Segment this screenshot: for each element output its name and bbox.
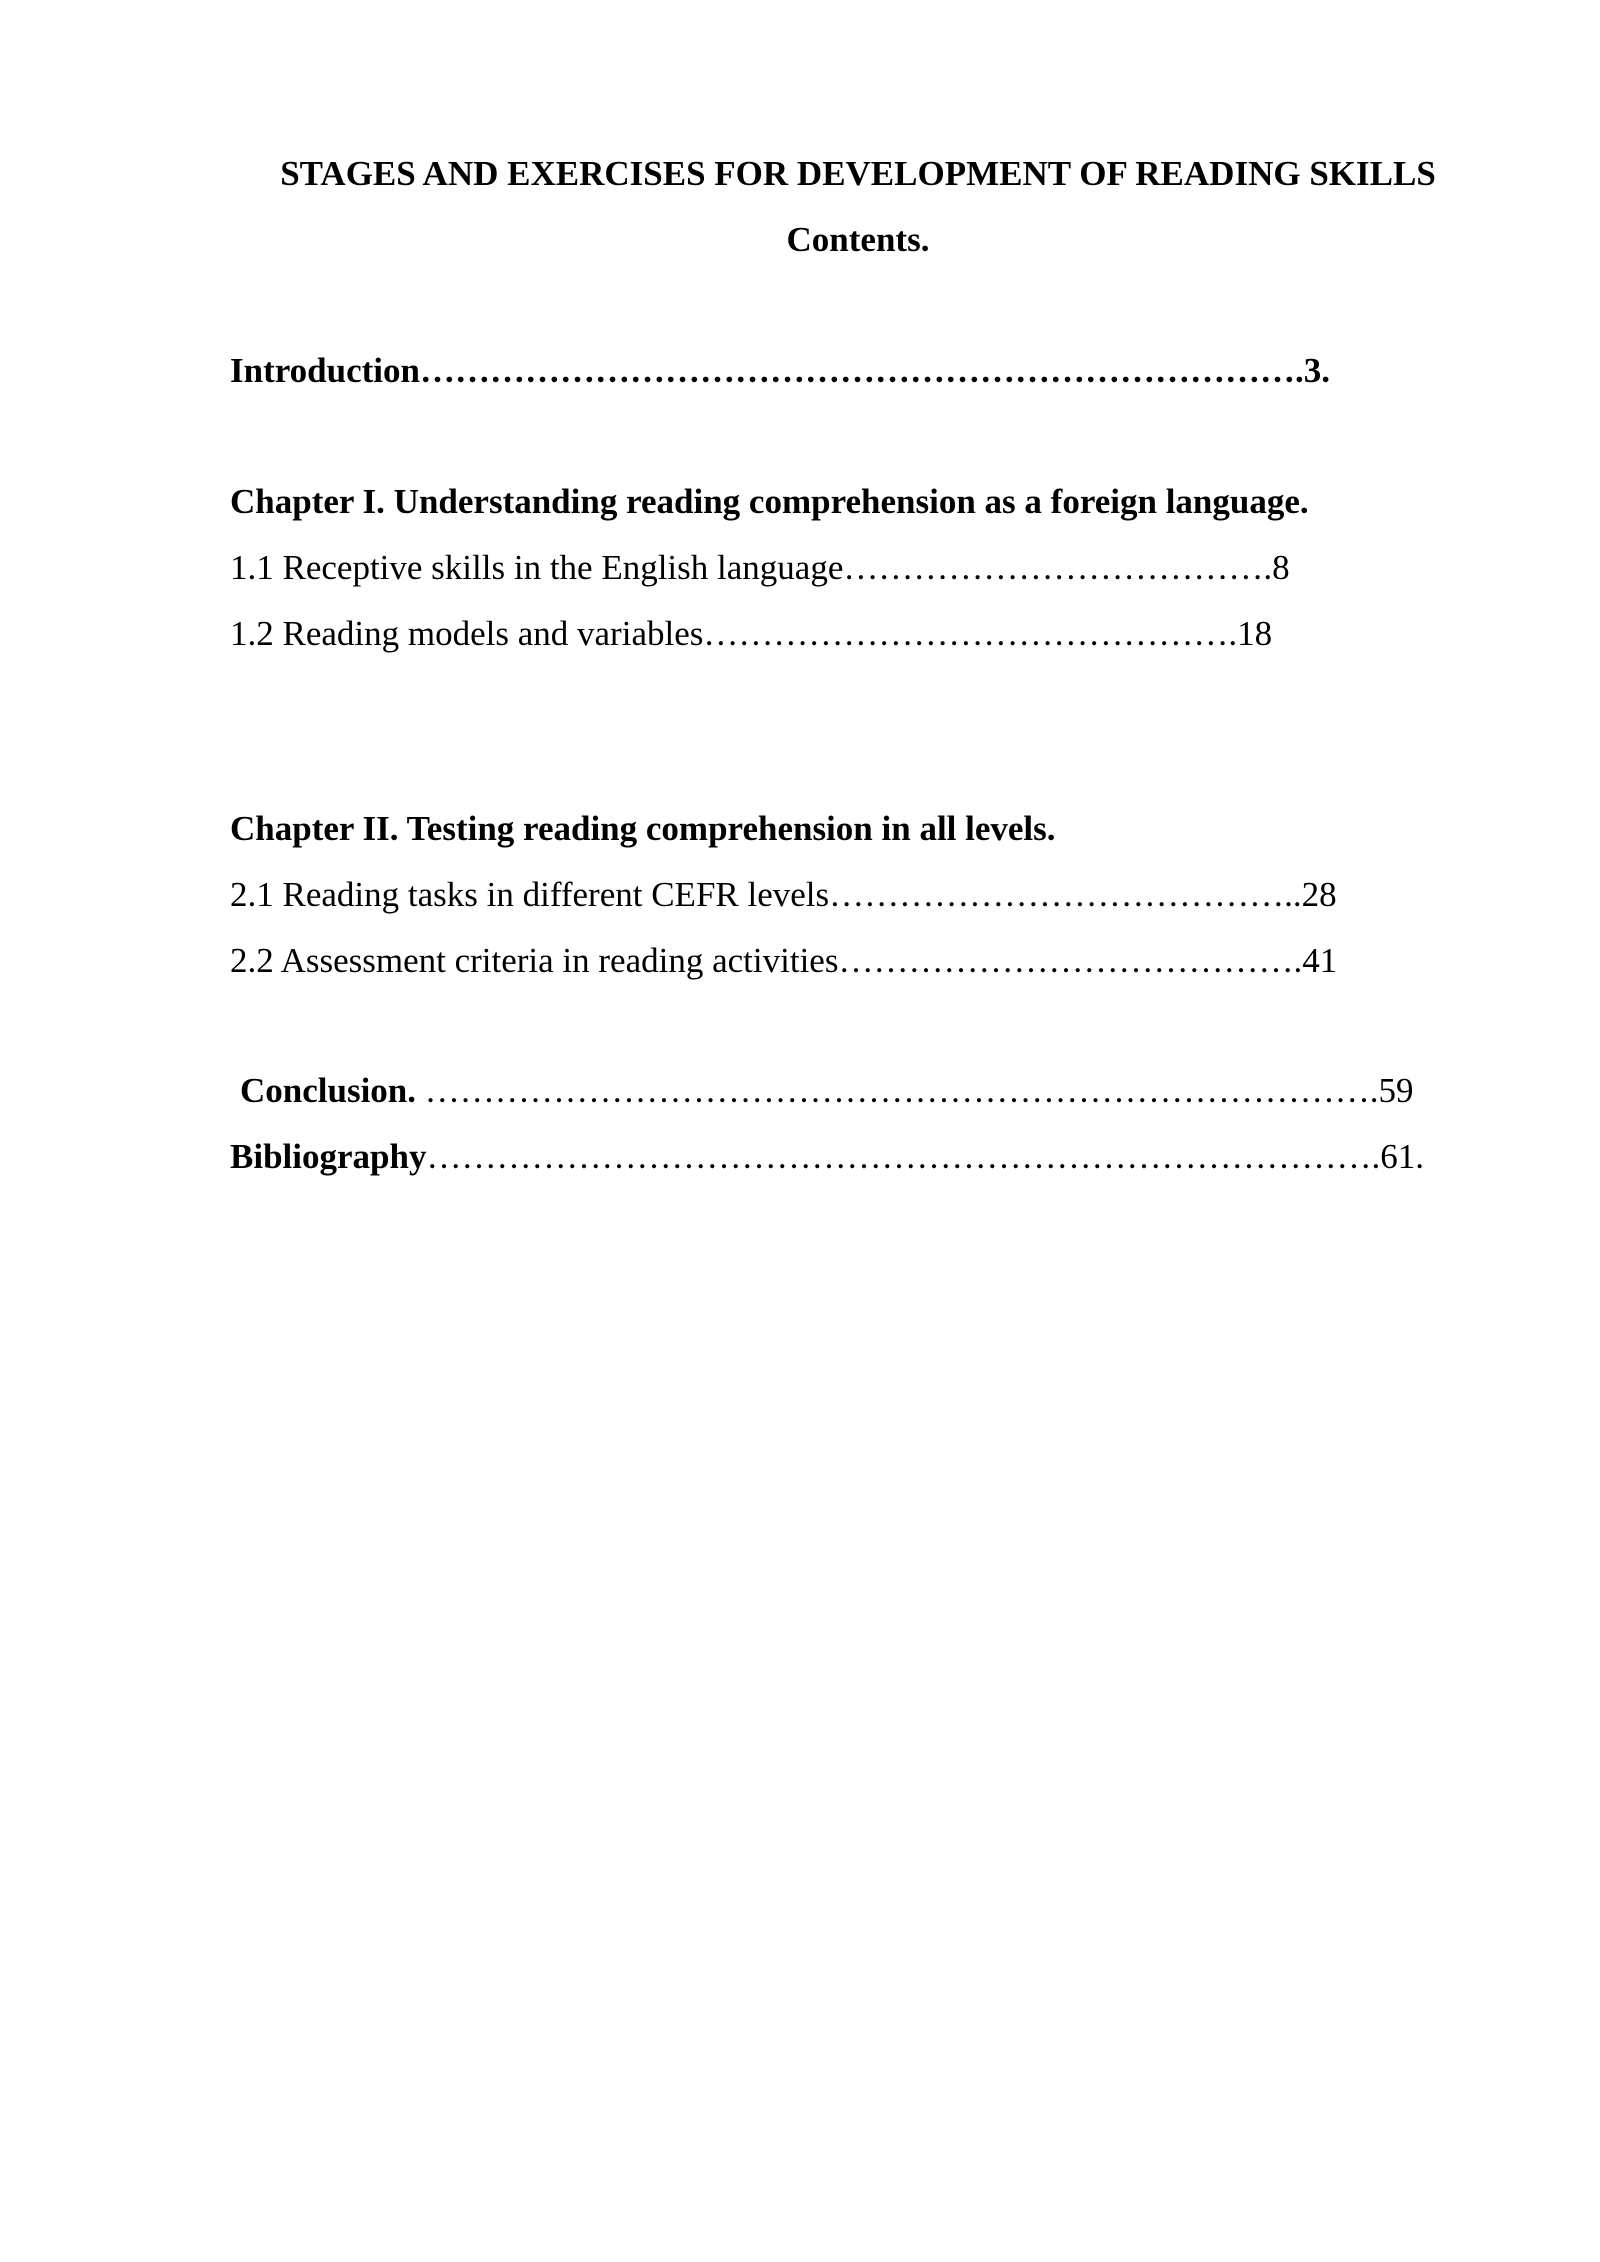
toc-page-number: 28 xyxy=(1301,875,1337,914)
toc-leader: ………………………………………………………………………. xyxy=(416,1071,1379,1110)
toc-entry-2-2[interactable] xyxy=(230,939,1337,983)
toc-leader: …………………………………. xyxy=(838,941,1303,980)
toc-entry-label: 2.2 Assessment criteria in reading activities xyxy=(230,941,839,980)
chapter-2-heading: Chapter II. Testing reading comprehension in all levels. xyxy=(230,809,1056,848)
toc-leader: ………………………………………. xyxy=(703,614,1238,653)
contents-heading: Contents. xyxy=(786,220,930,259)
document-title: STAGES AND EXERCISES FOR DEVELOPMENT OF READING SKILLS xyxy=(280,154,1436,193)
toc-entry-label: Conclusion. xyxy=(240,1071,417,1110)
toc-entry-introduction[interactable] xyxy=(230,349,1330,393)
toc-entry-label: 2.1 Reading tasks in different CEFR levels xyxy=(230,875,830,914)
toc-page-number: .3. xyxy=(1294,351,1330,390)
toc-page-number: 61. xyxy=(1380,1137,1424,1176)
toc-leader: ………………………………………………………………… xyxy=(419,351,1295,390)
toc-page-number: 18 xyxy=(1237,614,1273,653)
toc-entry-2-1[interactable] xyxy=(230,873,1337,917)
toc-entry-1-1[interactable] xyxy=(230,546,1290,590)
toc-entry-label: 1.1 Receptive skills in the English language xyxy=(230,548,844,587)
toc-entry-label: Bibliography xyxy=(230,1137,427,1176)
toc-entry-label: 1.2 Reading models and variables xyxy=(230,614,704,653)
toc-entry-conclusion[interactable] xyxy=(240,1069,1414,1113)
toc-page-number: 41 xyxy=(1302,941,1338,980)
toc-leader: ………………………………. xyxy=(843,548,1273,587)
toc-entry-1-2[interactable] xyxy=(230,612,1272,656)
toc-page-number: 8 xyxy=(1272,548,1290,587)
chapter-1-heading: Chapter I. Understanding reading comprehension as a foreign language. xyxy=(230,482,1309,521)
toc-entry-label: Introduction xyxy=(230,351,420,390)
toc-entry-bibliography[interactable] xyxy=(230,1135,1424,1179)
toc-leader: ………………………………………………………………………. xyxy=(426,1137,1381,1176)
toc-leader: ………………………………….. xyxy=(829,875,1302,914)
toc-page-number: 59 xyxy=(1378,1071,1414,1110)
